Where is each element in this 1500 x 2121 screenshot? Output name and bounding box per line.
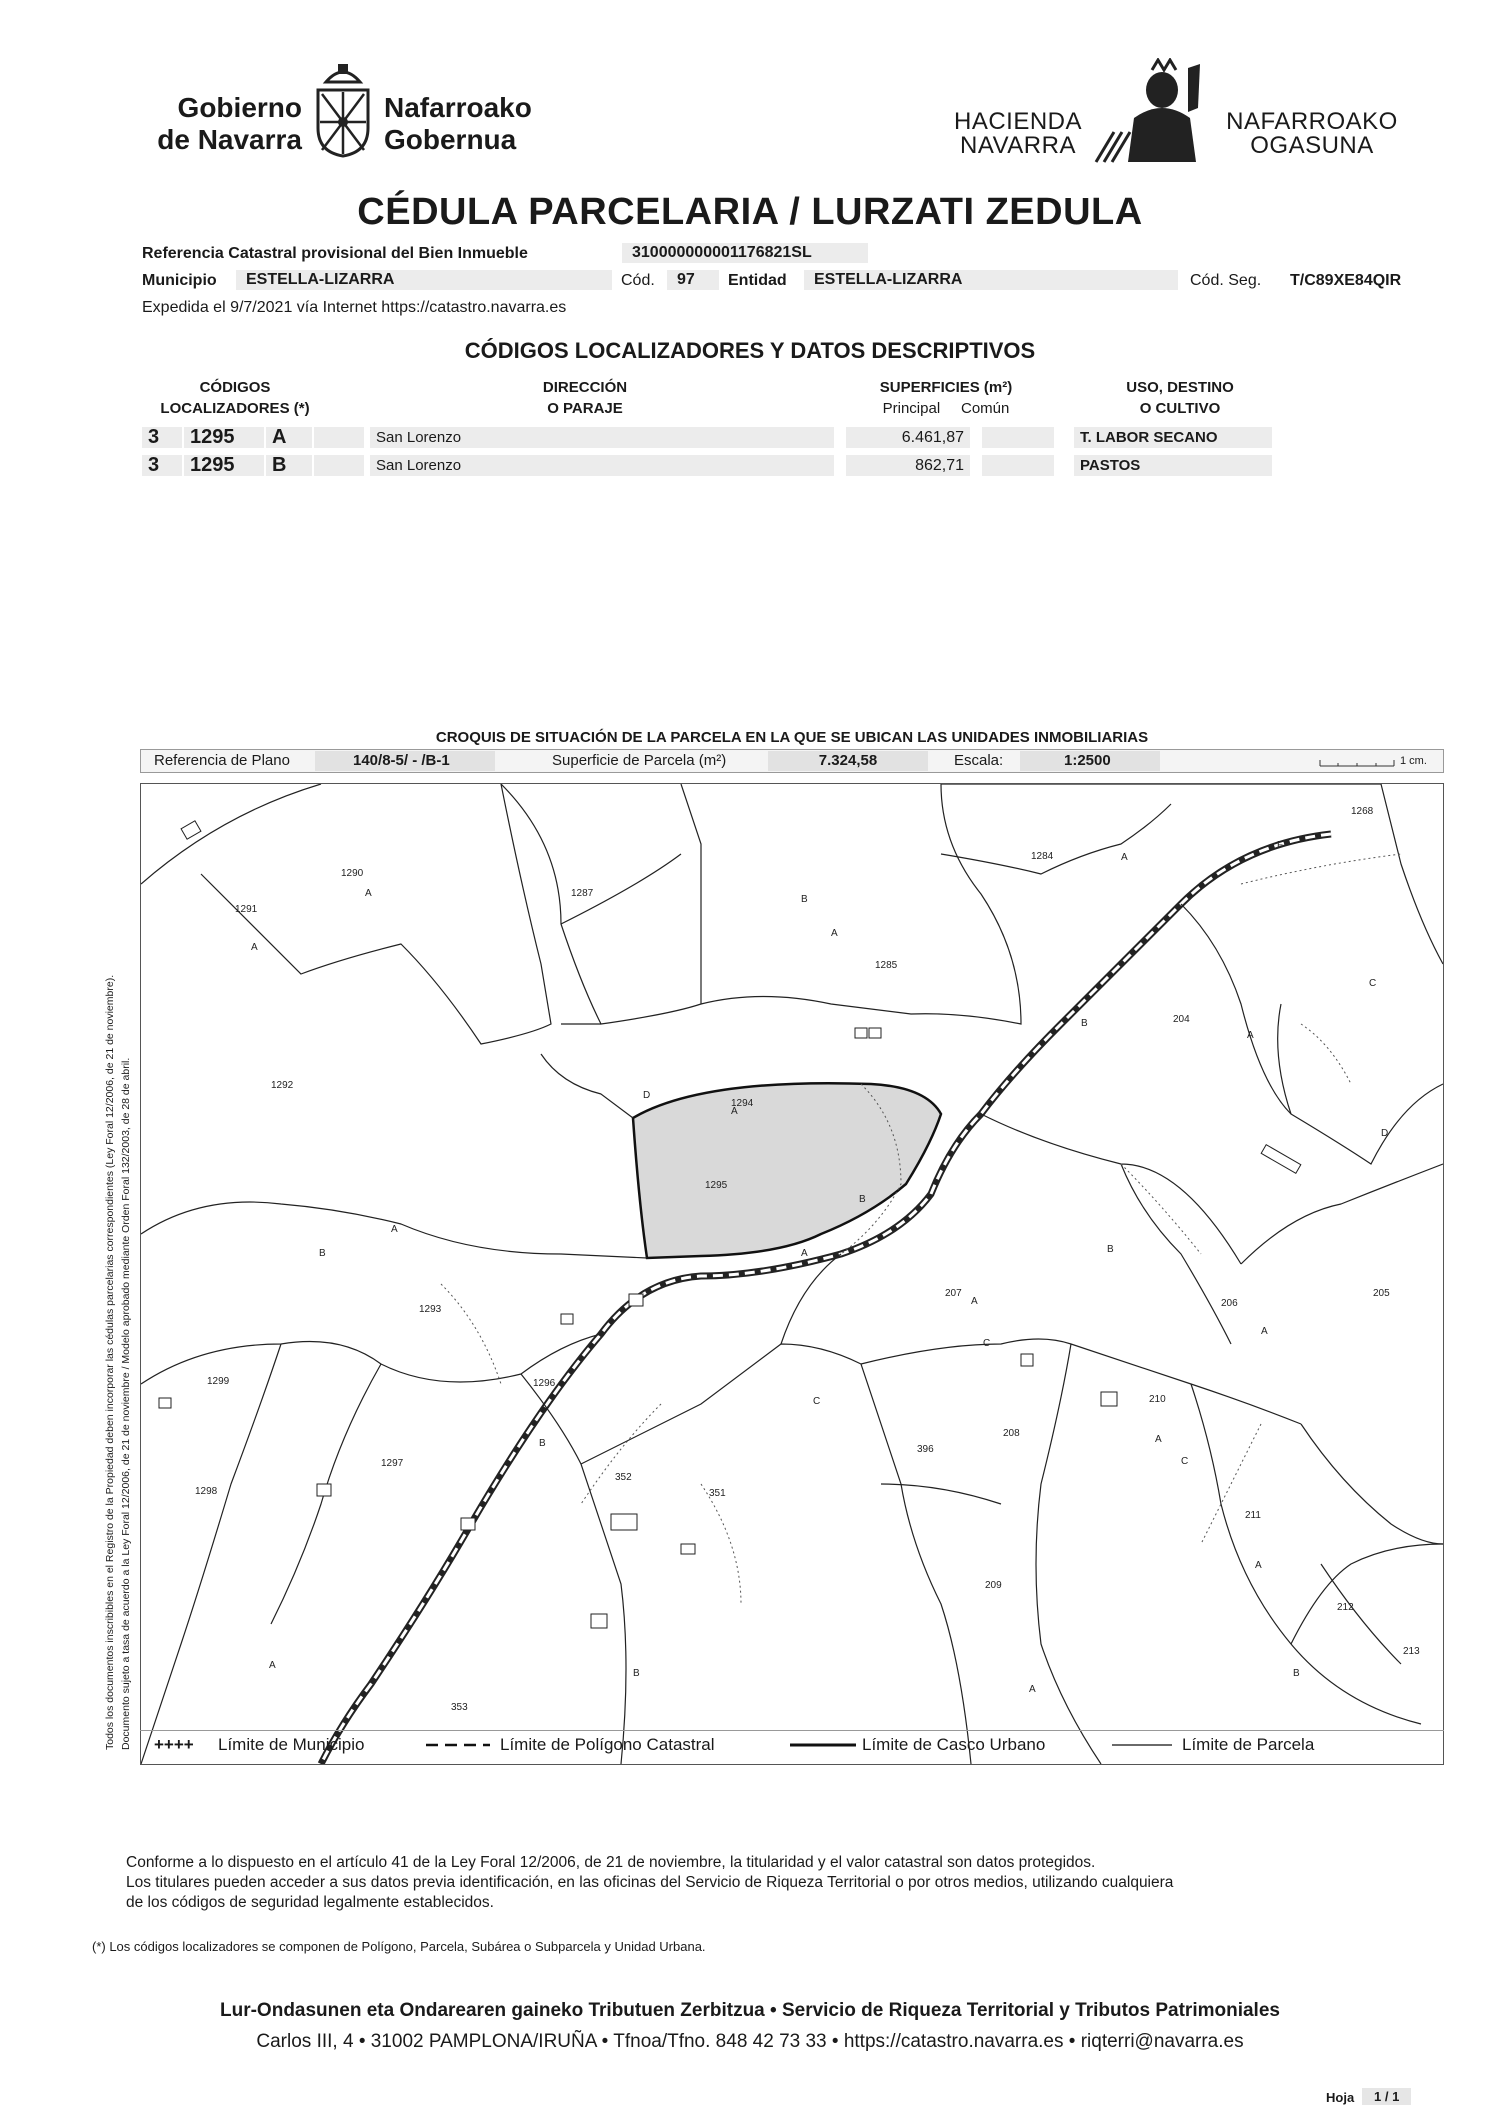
plano-value: 140/8-5/ - /B-1 xyxy=(315,751,495,771)
map-label: 1284 xyxy=(1031,851,1054,862)
legend-parcela: Límite de Parcela xyxy=(1182,1735,1315,1754)
th-direccion: DIRECCIÓN O PARAJE xyxy=(542,379,628,417)
escala-value: 1:2500 xyxy=(1020,751,1160,771)
map-label: 1295 xyxy=(705,1180,728,1191)
parcel-map-drawing xyxy=(141,784,1443,1764)
th-uso: USO, DESTINO O CULTIVO xyxy=(1126,379,1234,417)
cell-comun xyxy=(982,427,1054,448)
map-label: A xyxy=(1155,1434,1162,1445)
note-line: de los códigos de seguridad legalmente establecidos. xyxy=(126,1894,494,1911)
cell-uso: T. LABOR SECANO xyxy=(1074,427,1272,448)
superficie-label: Superficie de Parcela (m²) xyxy=(552,752,727,769)
map-label: D xyxy=(1381,1128,1389,1139)
ref-label: Referencia Catastral provisional del Bien Inmueble xyxy=(142,245,528,262)
map-label: 208 xyxy=(1003,1428,1020,1439)
legend-municipio: Límite de Municipio xyxy=(218,1735,365,1754)
map-label: B xyxy=(1293,1668,1300,1679)
scale-unit: 1 cm. xyxy=(1400,755,1427,767)
section-title: CÓDIGOS LOCALIZADORES Y DATOS DESCRIPTIVOS xyxy=(464,338,1036,363)
cod-value: 97 xyxy=(667,270,719,290)
map-label: 351 xyxy=(709,1488,726,1499)
cell-principal: 862,71 xyxy=(846,455,970,476)
map-label: 211 xyxy=(1245,1510,1261,1521)
map-label: 353 xyxy=(451,1702,468,1713)
cell-poligono: 3 xyxy=(142,455,182,476)
page-title: CÉDULA PARCELARIA / LURZATI ZEDULA xyxy=(357,191,1143,233)
cell-uso: PASTOS xyxy=(1074,455,1272,476)
map-label: 1294 xyxy=(731,1098,754,1109)
map-label: A xyxy=(1029,1684,1036,1695)
legend-casco: Límite de Casco Urbano xyxy=(862,1735,1046,1754)
map-label: 1292 xyxy=(271,1080,294,1091)
hacienda-name: HACIENDA NAVARRA xyxy=(953,108,1083,159)
parcel-map xyxy=(140,783,1444,1765)
cell-direccion: San Lorenzo xyxy=(370,455,834,476)
map-label: A xyxy=(801,1248,808,1259)
notes-block xyxy=(126,1853,1173,1913)
map-label: C xyxy=(813,1396,821,1407)
cell-comun xyxy=(982,455,1054,476)
map-label: 1296 xyxy=(533,1378,556,1389)
cell-unidad xyxy=(314,427,364,448)
legend-poligono: Límite de Polígono Catastral xyxy=(500,1735,715,1754)
ogasuna-name: NAFARROAKO OGASUNA xyxy=(1226,108,1398,159)
map-label: C xyxy=(1181,1456,1189,1467)
map-label: 213 xyxy=(1403,1646,1420,1657)
map-label: 207 xyxy=(945,1288,962,1299)
entidad-value: ESTELLA-LIZARRA xyxy=(804,270,1178,290)
map-label: A xyxy=(269,1660,276,1671)
map-label: B xyxy=(801,894,808,905)
map-label: 210 xyxy=(1149,1394,1166,1405)
map-label: A xyxy=(365,888,372,899)
map-label: B xyxy=(319,1248,326,1259)
map-label: A xyxy=(971,1296,978,1307)
map-label: A xyxy=(1261,1326,1268,1337)
legend-poligono-line-icon xyxy=(426,1742,490,1748)
footer-service: Lur-Ondasunen eta Ondarearen gaineko Tributuen Zerbitzua • Servicio de Riqueza Territorial y Tributos Patrimoniales xyxy=(220,2000,1280,2021)
municipio-value: ESTELLA-LIZARRA xyxy=(236,270,612,290)
map-label: B xyxy=(633,1668,640,1679)
th-superficies: SUPERFICIES (m²) Principal Común xyxy=(879,379,1013,417)
cod-label: Cód. xyxy=(621,272,655,289)
side-legal-text-2: Documento sujeto a tasa de acuerdo a la Ley Foral 12/2006, de 21 de noviembre / Modelo aprobado mediante Orden Foral 132/2003, de 28 de abril. xyxy=(120,1057,132,1750)
side-legal-text-1: Todos los documentos inscribibles en el Registro de la Propiedad deben incorporar las cédulas parcelarias correspondientes (Ley Foral 12/2006, de 21 de noviembre). xyxy=(104,974,116,1750)
ref-value: 310000000001176821SL xyxy=(622,243,868,263)
map-label: 1297 xyxy=(381,1458,404,1469)
croquis-title: CROQUIS DE SITUACIÓN DE LA PARCELA EN LA QUE SE UBICAN LAS UNIDADES INMOBILIARIAS xyxy=(435,729,1149,746)
footnote: (*) Los códigos localizadores se componen de Polígono, Parcela, Subárea o Subparcela y Unidad Urbana. xyxy=(92,1939,706,1954)
cell-principal: 6.461,87 xyxy=(846,427,970,448)
hoja-label: Hoja xyxy=(1326,2090,1355,2105)
map-label: D xyxy=(643,1090,651,1101)
map-label: B xyxy=(1081,1018,1088,1029)
cell-subarea: A xyxy=(266,427,312,448)
entidad-label: Entidad xyxy=(728,272,787,289)
legend-parcela-line-icon xyxy=(1112,1742,1172,1748)
municipio-label: Municipio xyxy=(142,272,217,289)
footer-address: Carlos III, 4 • 31002 PAMPLONA/IRUÑA • Tfnoa/Tfno. 848 42 73 33 • https://catastro.navarra.es • riqterri@navarra.es xyxy=(256,2031,1244,2052)
map-label: B xyxy=(1107,1244,1114,1255)
map-label: 212 xyxy=(1337,1602,1354,1613)
gov-eu-name: Nafarroako Gobernua xyxy=(384,92,532,155)
plano-label: Referencia de Plano xyxy=(154,752,290,769)
legend-casco-line-icon xyxy=(790,1742,856,1748)
map-label: 204 xyxy=(1173,1014,1190,1025)
gov-es-name: Gobierno de Navarra xyxy=(157,92,302,155)
map-label: 1298 xyxy=(195,1486,218,1497)
hoja-value: 1 / 1 xyxy=(1362,2088,1411,2105)
map-label: 1290 xyxy=(341,868,364,879)
map-label: 205 xyxy=(1373,1288,1390,1299)
map-label: 1268 xyxy=(1351,806,1374,817)
cell-parcela: 1295 xyxy=(184,427,264,448)
expedida-text: Expedida el 9/7/2021 vía Internet https://catastro.navarra.es xyxy=(142,299,567,316)
map-label: 209 xyxy=(985,1580,1002,1591)
cell-subarea: B xyxy=(266,455,312,476)
map-label: A xyxy=(731,1106,738,1117)
superficie-value: 7.324,58 xyxy=(768,751,928,771)
scale-bar-icon xyxy=(1318,756,1398,768)
codseg-value: T/C89XE84QIR xyxy=(1290,272,1402,289)
map-label: 1287 xyxy=(571,888,594,899)
navarra-shield-icon xyxy=(312,60,374,160)
map-label: 206 xyxy=(1221,1298,1238,1309)
map-label: 1285 xyxy=(875,960,898,971)
map-label: C xyxy=(1369,978,1377,989)
cell-parcela: 1295 xyxy=(184,455,264,476)
map-label: B xyxy=(859,1194,866,1205)
escala-label: Escala: xyxy=(954,752,1004,769)
hacienda-king-icon xyxy=(1092,58,1210,166)
map-label: A xyxy=(251,942,258,953)
map-label: B xyxy=(539,1438,546,1449)
note-line: Los titulares pueden acceder a sus datos previa identificación, en las oficinas del Servicio de Riqueza Territorial o por otros medios, utilizando cualquiera xyxy=(126,1874,1174,1891)
cell-unidad xyxy=(314,455,364,476)
map-label: F xyxy=(1277,840,1284,851)
map-label: A xyxy=(391,1224,398,1235)
cell-direccion: San Lorenzo xyxy=(370,427,834,448)
map-label: 352 xyxy=(615,1472,632,1483)
map-label: 1291 xyxy=(235,904,258,915)
th-codigos: CÓDIGOS LOCALIZADORES (*) xyxy=(160,379,310,417)
map-label: A xyxy=(831,928,838,939)
note-line: Conforme a lo dispuesto en el artículo 41 de la Ley Foral 12/2006, de 21 de noviembre, la titularidad y el valor catastral son datos protegidos. xyxy=(126,1854,1096,1871)
cell-poligono: 3 xyxy=(142,427,182,448)
map-label: 396 xyxy=(917,1444,934,1455)
map-label: C xyxy=(983,1338,991,1349)
map-label: 1293 xyxy=(419,1304,442,1315)
map-label: 1299 xyxy=(207,1376,230,1387)
map-label: A xyxy=(1255,1560,1262,1571)
legend-municipio-symbol: ++++ xyxy=(154,1735,194,1754)
map-label: A xyxy=(1247,1030,1254,1041)
codseg-label: Cód. Seg. xyxy=(1190,272,1262,289)
map-label: A xyxy=(1121,852,1128,863)
